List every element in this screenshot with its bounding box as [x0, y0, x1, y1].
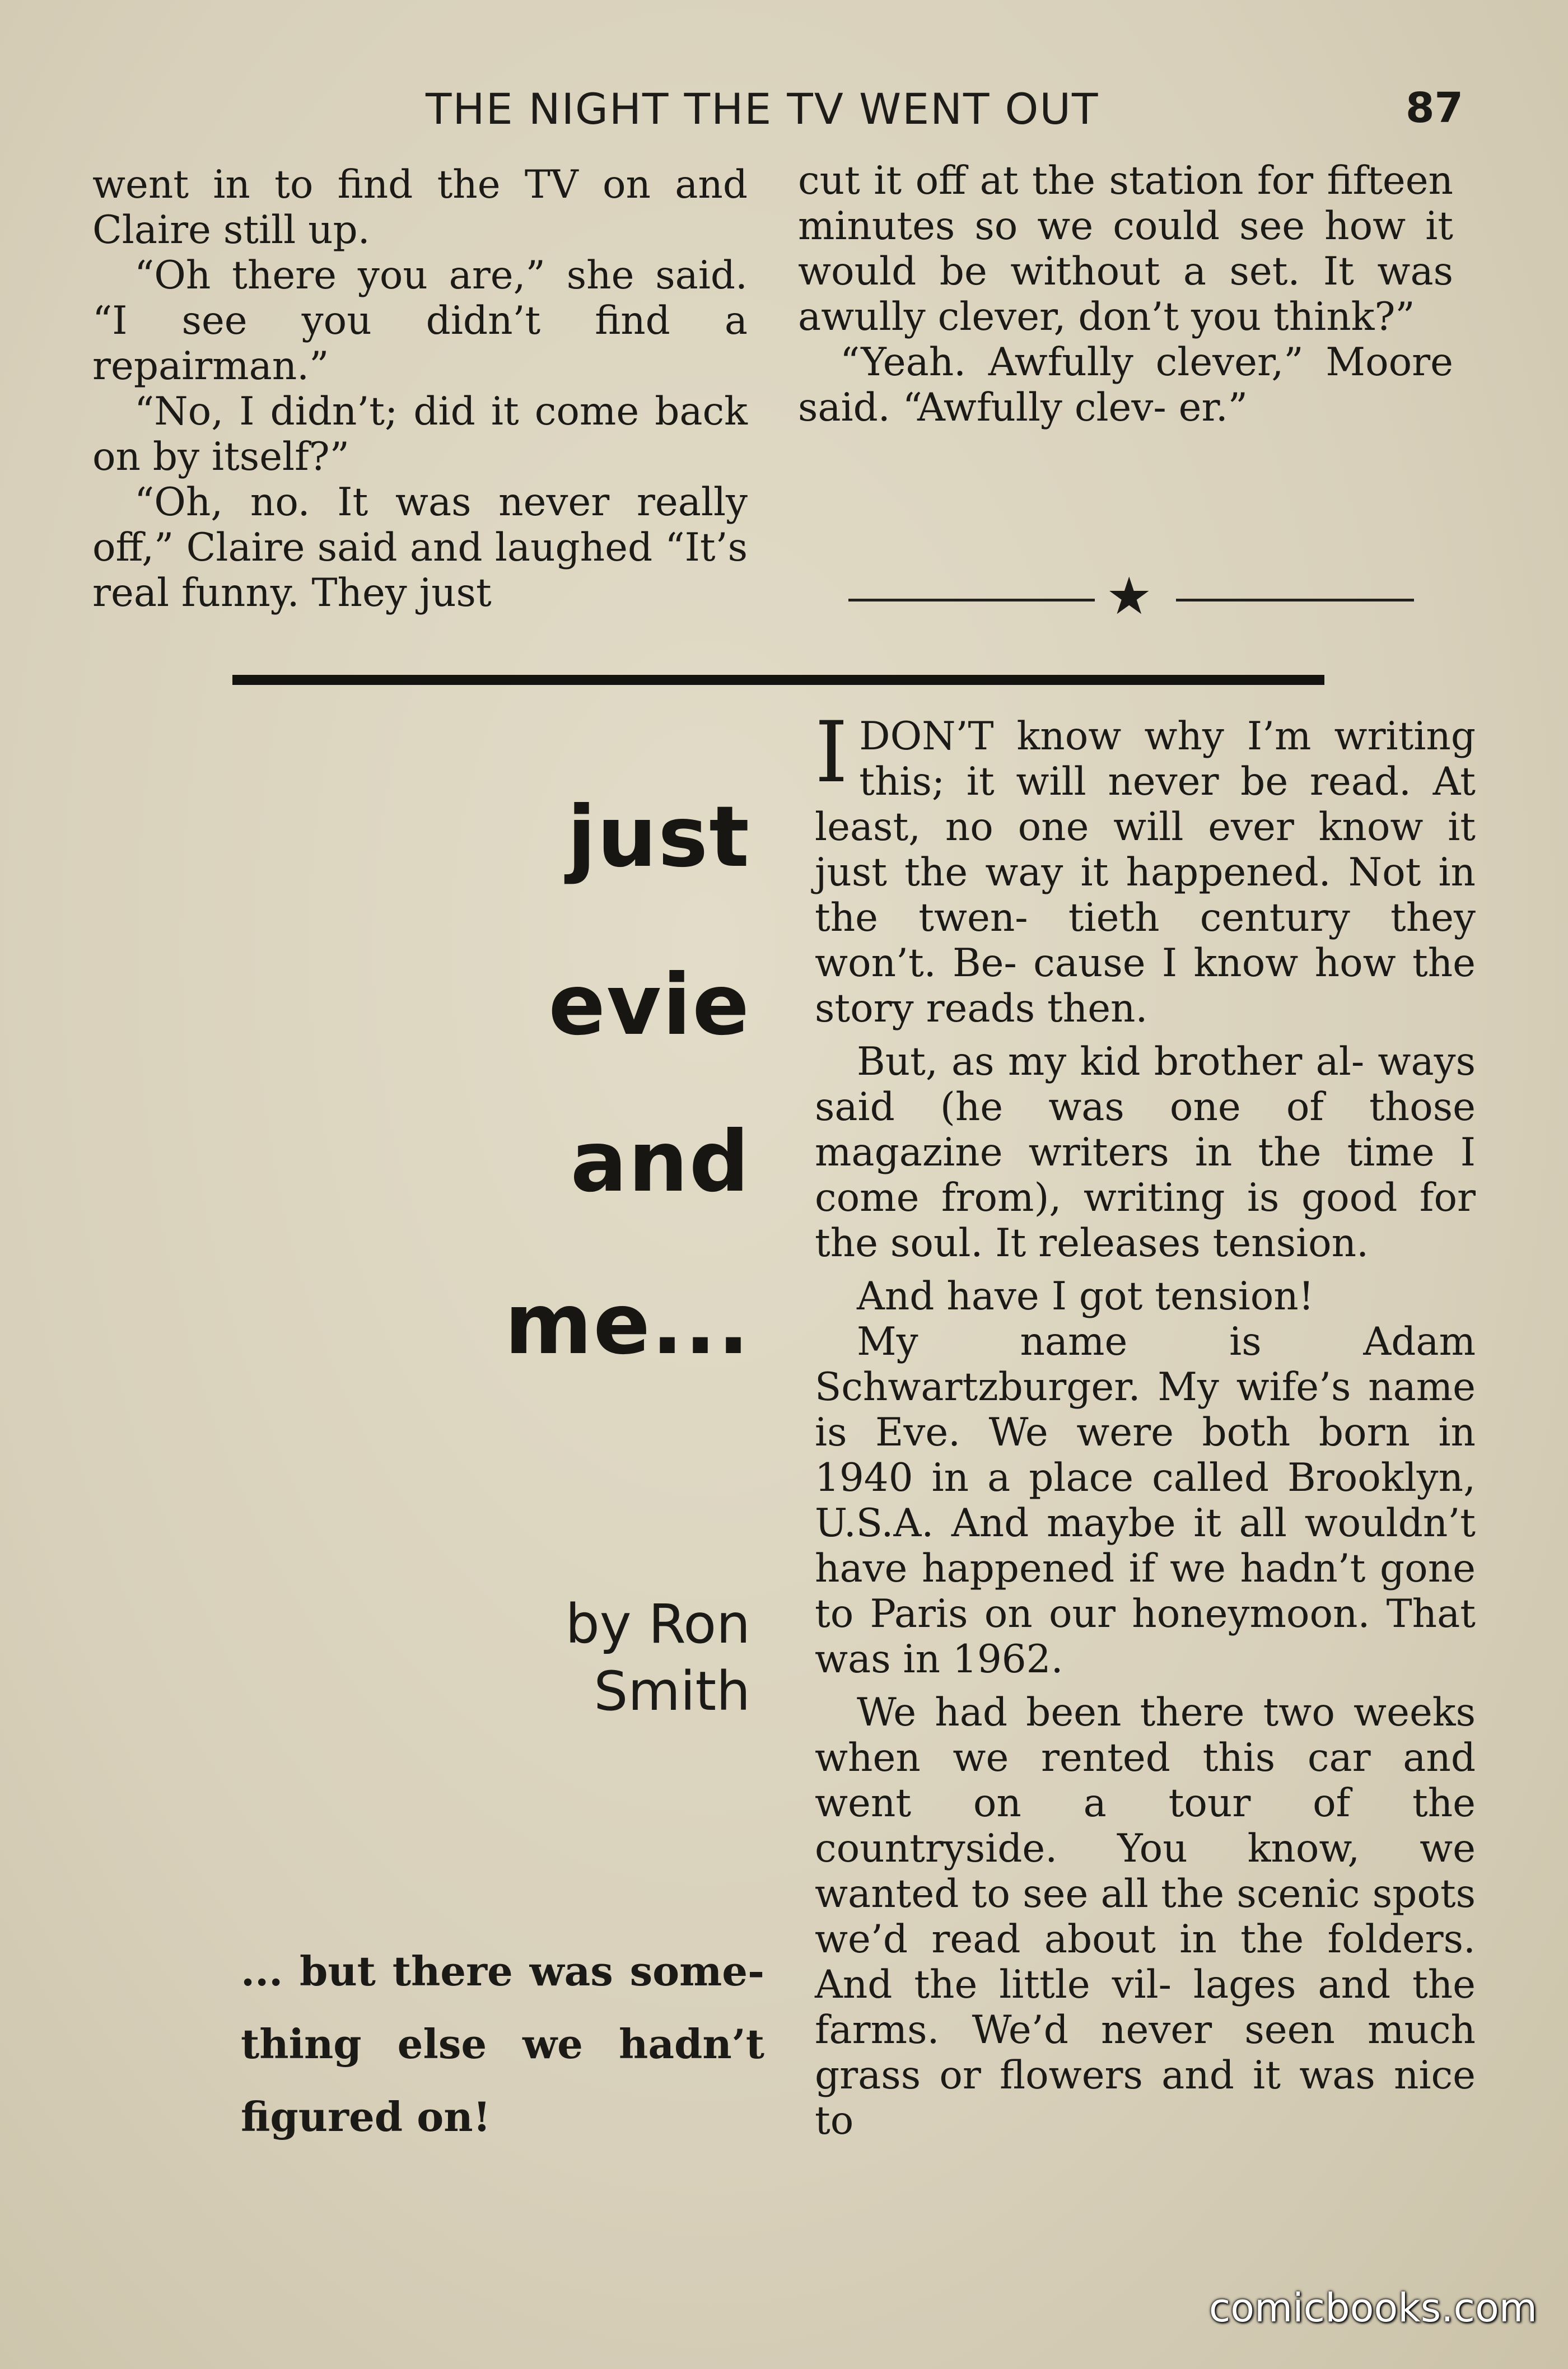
- paragraph: “Oh there you are,” she said. “I see you didn’t find a repairman.”: [92, 253, 748, 389]
- paragraph: “Yeah. Awfully clever,” Moore said. “Awfully clev- er.”: [798, 340, 1453, 430]
- watermark: comicbooks.com: [1208, 2285, 1537, 2331]
- paragraph: My name is Adam Schwartzburger. My wife’s name is Eve. We were both born in 1940 in a place called Brooklyn, U.S.A. And maybe it all wouldn’t have happened if we hadn’t gone to Paris on our honeymoon. That was in 1962.: [815, 1319, 1476, 1682]
- previous-story-left-column: [92, 162, 748, 616]
- paragraph: We had been there two weeks when we rented this car and went on a tour of the countryside. You know, we wanted to see all the scenic spots we’d read about in the folders. And the little vil- lages and the farms. We’d never seen much grass or flowers and it was nice to: [815, 1690, 1476, 2143]
- page-number: 87: [1406, 84, 1463, 132]
- paragraph: “No, I didn’t; did it come back on by itself?”: [92, 389, 748, 479]
- paragraph-text: DON’T know why I’m writing this; it will never be read. At least, no one will ever know it just the way it happened. Not in the twen- tieth century they won’t. Be- cause I know how the story reads then.: [815, 714, 1476, 1031]
- drop-cap: I: [815, 704, 848, 801]
- divider-line-left: [848, 599, 1095, 601]
- star-icon: ★: [1106, 566, 1152, 626]
- story-title-word: just: [567, 789, 750, 886]
- story-title-word: and: [570, 1113, 750, 1211]
- divider-line-right: [1176, 599, 1414, 601]
- byline-line: by Ron: [565, 1593, 750, 1655]
- previous-story-right-column: [798, 158, 1453, 431]
- section-rule: [232, 675, 1324, 685]
- opening-paragraph: [815, 704, 1476, 1032]
- paragraph: And have I got tension!: [857, 1274, 1314, 1319]
- paragraph: cut it off at the station for fifteen minutes so we could see how it would be without a set. It was awully clever, don’t you think?”: [798, 158, 1453, 339]
- story-title-word: evie: [548, 957, 750, 1054]
- paragraph: But, as my kid brother al- ways said (he was one of those magazine writers in the time I come from), writing is good for the soul. It releases tension.: [815, 1039, 1476, 1266]
- paragraph: “Oh, no. It was never really off,” Claire said and laughed “It’s real funny. They just: [92, 480, 748, 615]
- byline-line: Smith: [594, 1660, 750, 1723]
- paragraph: went in to find the TV on and Claire still up.: [92, 162, 748, 253]
- running-head: THE NIGHT THE TV WENT OUT: [426, 84, 1099, 134]
- story-body: [815, 704, 1476, 2144]
- story-teaser: ... but there was some- thing else we hadn’t figured on!: [241, 1947, 764, 2141]
- story-end-divider: [848, 566, 1414, 626]
- story-title-word: me...: [505, 1276, 750, 1373]
